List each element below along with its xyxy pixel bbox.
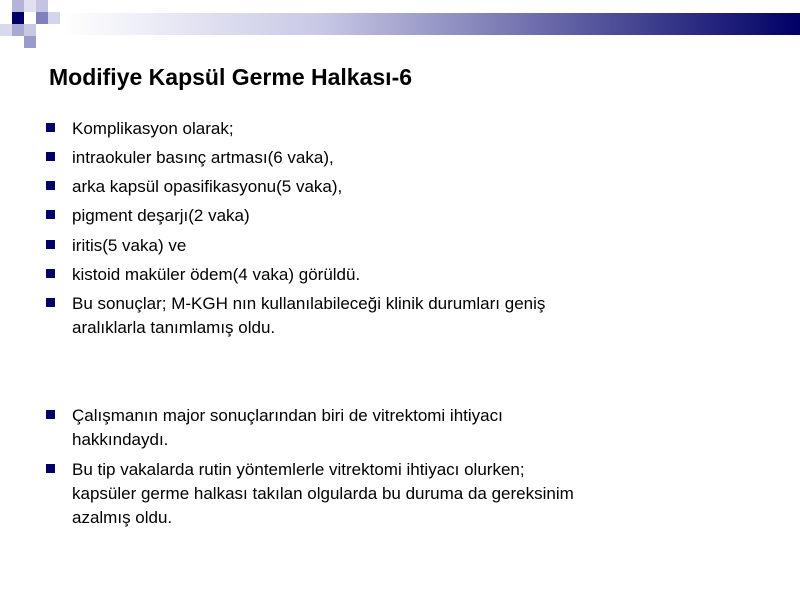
list-item	[46, 263, 746, 287]
list-item	[46, 146, 746, 170]
square-bullet-icon	[46, 123, 55, 132]
list-item	[46, 404, 746, 452]
list-item	[46, 117, 746, 141]
square-bullet-icon	[46, 152, 55, 161]
square-bullet-icon	[46, 464, 55, 473]
square-bullet-icon	[46, 269, 55, 278]
square-bullet-icon	[46, 410, 55, 419]
list-item	[46, 175, 746, 199]
list-item	[46, 458, 746, 530]
square-bullet-icon	[46, 181, 55, 190]
bullet-text: kistoid maküler ödem(4 vaka) görüldü.	[72, 265, 361, 284]
bullet-text: Çalışmanın major sonuçlarından biri de vitrektomi ihtiyacı hakkındaydı.	[72, 406, 503, 449]
bullet-text: intraokuler basınç artması(6 vaka),	[72, 148, 334, 167]
list-item	[46, 204, 746, 228]
bullet-text: Bu sonuçlar; M-KGH nın kullanılabileceği klinik durumları geniş aralıklarla tanımlamış oldu.	[72, 294, 546, 337]
square-bullet-icon	[46, 210, 55, 219]
slide-title: Modifiye Kapsül Germe Halkası-6	[49, 64, 413, 90]
square-bullet-icon	[46, 298, 55, 307]
bullet-text: Bu tip vakalarda rutin yöntemlerle vitrektomi ihtiyacı olurken; kapsüler germe halkası takılan olgularda bu duruma da gereksinim azalmış oldu.	[72, 460, 574, 527]
list-item	[46, 234, 746, 258]
square-bullet-icon	[46, 240, 55, 249]
bullet-text: arka kapsül opasifikasyonu(5 vaka),	[72, 177, 343, 196]
list-item	[46, 292, 746, 340]
bullet-text: iritis(5 vaka) ve	[72, 236, 187, 255]
bullet-text: Komplikasyon olarak;	[72, 119, 234, 138]
bullet-text: pigment deşarjı(2 vaka)	[72, 206, 250, 225]
